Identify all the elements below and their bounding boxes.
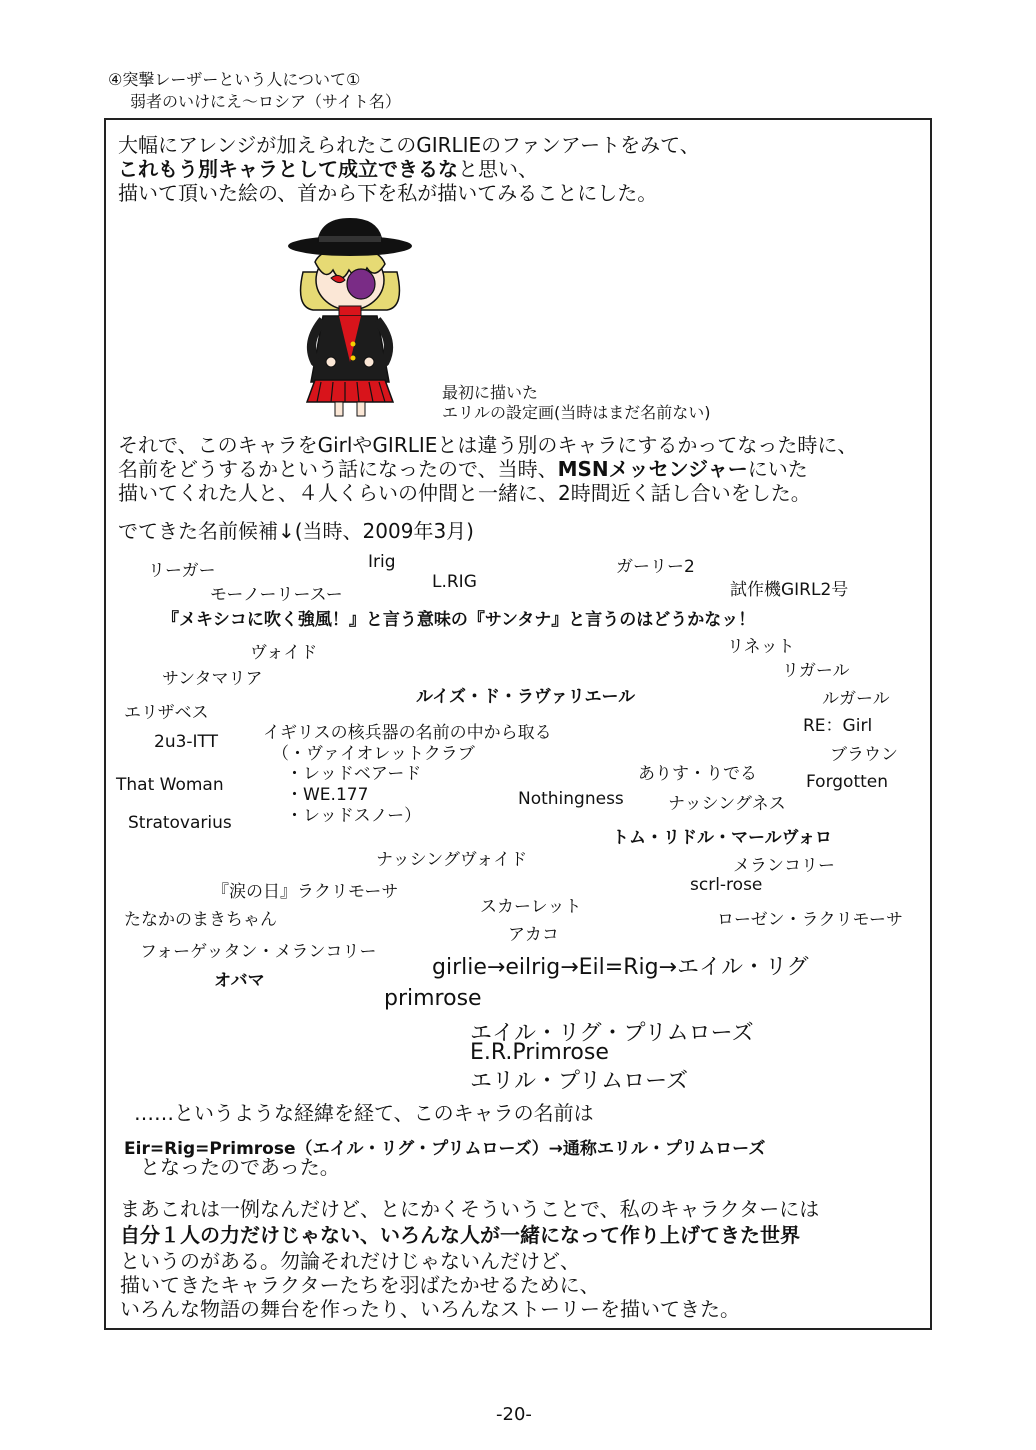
name-candidate: ありす・りでる (638, 764, 757, 784)
name-candidate: scrl-rose (690, 875, 763, 895)
name-candidate: オバマ (214, 971, 265, 991)
closing-line-1: まあこれは一例なんだけど、とにかくそういうことで、私のキャラクターには (120, 1197, 820, 1221)
section-heading: ④突撃レーザーという人について① (108, 70, 361, 89)
name-candidate: エイル・リグ・プリムローズ (470, 1021, 754, 1046)
name-derivation-chain: girlie→eilrig→Eil=Rig→エイル・リグ (432, 955, 809, 980)
page-number: -20- (496, 1404, 532, 1425)
closing-line-5: いろんな物語の舞台を作ったり、いろんなストーリーを描いてきた。 (120, 1297, 740, 1321)
name-candidate: アカコ (508, 925, 559, 945)
name-candidate: ナッシングネス (668, 794, 786, 814)
name-candidate: サンタマリア (162, 669, 263, 689)
name-candidate: ヴォイド (250, 643, 318, 663)
illustration-caption-1: 最初に描いた (442, 383, 539, 402)
closing-line-4: 描いてきたキャラクターたちを羽ばたかせるために、 (120, 1273, 600, 1297)
story-line-2-post: にいた (747, 457, 808, 481)
name-candidate: エリザベス (124, 703, 209, 723)
site-name: 弱者のいけにえ〜ロシア（サイト名） (130, 92, 401, 111)
result-line-1: ……というような経緯を経て、このキャラの名前は (134, 1101, 594, 1125)
story-line-2 (118, 458, 808, 481)
story-line-3: 描いてくれた人と、４人くらいの仲間と一緒に、2時間近く話し合いをした。 (118, 481, 811, 505)
name-candidate: エリル・プリムローズ (470, 1069, 689, 1094)
name-candidate: ルイズ・ド・ラヴァリエール (416, 687, 636, 707)
name-candidate: モーノーリースー (210, 585, 343, 605)
intro-emphasis: これもう別キャラとして成立できるな (118, 157, 458, 181)
story-line-1: それで、このキャラをGirlやGIRLIEとは違う別のキャラにするかってなった時に、 (118, 433, 858, 457)
name-candidate: Nothingness (518, 789, 624, 809)
name-candidate: 試作機GIRL2号 (730, 580, 849, 600)
closing-line-3: というのがある。勿論それだけじゃないんだけど、 (120, 1249, 580, 1273)
name-candidate: primrose (384, 986, 482, 1011)
result-line-3: となったのであった。 (140, 1155, 340, 1179)
name-candidate: リネット (727, 637, 795, 657)
name-candidate: ローゼン・ラクリモーサ (717, 910, 903, 930)
name-candidate: Stratovarius (128, 813, 232, 833)
name-candidate: たなかのまきちゃん (124, 910, 277, 930)
name-candidate: フォーゲッタン・メランコリー (140, 942, 377, 962)
name-candidate: L.RIG (432, 572, 477, 592)
intro-line-2 (118, 158, 538, 181)
name-candidate: 2u3-ITT (154, 732, 219, 752)
name-candidate: （・ヴァイオレットクラブ (272, 744, 475, 764)
name-candidate: Forgotten (806, 772, 889, 792)
story-line-2-pre: 名前をどうするかという話になったので、当時、 (118, 457, 558, 481)
name-candidate: スカーレット (480, 897, 582, 917)
name-candidate: リガール (782, 661, 850, 681)
name-candidate: Irig (368, 552, 396, 572)
name-candidate: ・レッドスノー） (286, 806, 422, 826)
name-candidate: ・WE.177 (286, 785, 369, 805)
name-candidate: ・レッドベアード (286, 764, 422, 784)
name-candidate: ガーリー2 (616, 557, 695, 577)
character-illustration (275, 212, 425, 417)
name-candidate: トム・リドル・マールヴォロ (612, 828, 832, 848)
name-candidate: E.R.Primrose (470, 1040, 609, 1065)
name-candidate: イギリスの核兵器の名前の中から取る (263, 723, 552, 743)
name-candidate: 『涙の日』ラクリモーサ (212, 882, 399, 902)
name-candidate: RE：Girl (803, 716, 873, 736)
intro-line-1: 大幅にアレンジが加えられたこのGIRLIEのファンアートをみて、 (118, 133, 700, 157)
name-candidate: ルガール (822, 689, 890, 709)
candidates-heading: でてきた名前候補↓(当時、2009年3月) (118, 519, 474, 543)
name-candidate-santana: 『メキシコに吹く強風！』と言う意味の『サンタナ』と言うのはどうかなッ！ (162, 610, 756, 630)
intro-line-3: 描いて頂いた絵の、首から下を私が描いてみることにした。 (118, 181, 658, 205)
msn-messenger: MSNメッセンジャー (557, 457, 748, 481)
name-candidate: メランコリー (733, 856, 835, 876)
closing-emphasis: 自分１人の力だけじゃない、いろんな人が一緒になって作り上げてきた世界 (120, 1223, 800, 1247)
name-candidate: ブラウン (830, 745, 898, 765)
name-candidate: ナッシングヴォイド (376, 850, 528, 870)
illustration-caption-2: エリルの設定画(当時はまだ名前ない) (442, 403, 711, 422)
final-name: Eir=Rig=Primrose（エイル・リグ・プリムローズ）→通称エリル・プリムローズ (124, 1139, 766, 1159)
name-candidate: リーガー (148, 561, 216, 581)
intro-line-2-rest: と思い、 (458, 157, 538, 181)
name-candidate: That Woman (116, 775, 224, 795)
